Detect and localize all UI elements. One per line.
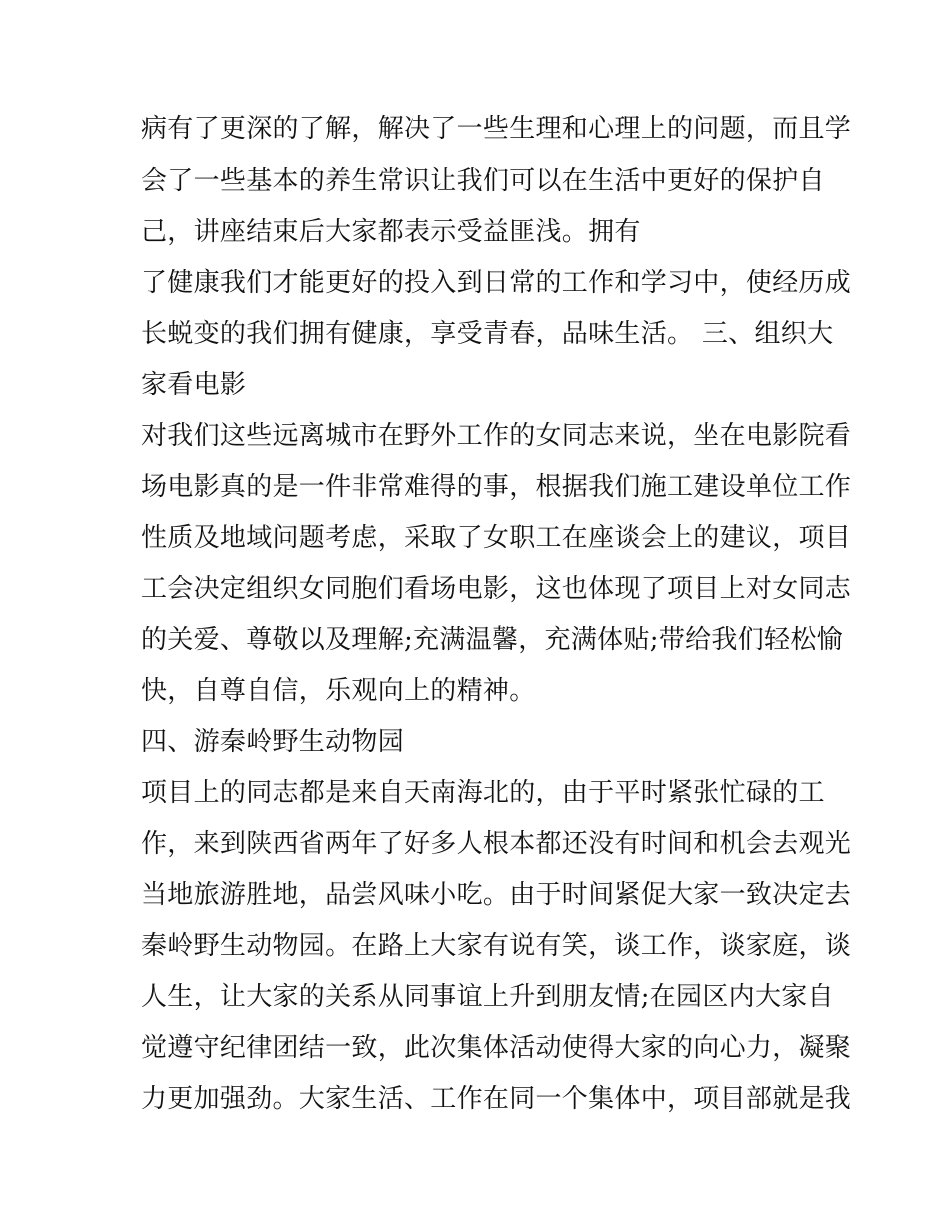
text-line: 项目上的同志都是来自天南海北的，由于平时紧张忙碌的工	[141, 778, 825, 808]
text-line: 工会决定组织女同胞们看场电影，这也体现了项目上对女同志	[141, 574, 852, 604]
text-line: 己，讲座结束后大家都表示受益匪浅。拥有	[141, 217, 641, 247]
text-line: 秦岭野生动物园。在路上大家有说有笑，谈工作，谈家庭，谈	[141, 931, 852, 961]
text-line: 力更加强劲。大家生活、工作在同一个集体中，项目部就是我	[141, 1084, 852, 1114]
section-heading: 家看电影	[141, 370, 247, 400]
text-line: 病有了更深的了解，解决了一些生理和心理上的问题，而且学	[141, 114, 852, 144]
text-line: 觉遵守纪律团结一致，此次集体活动使得大家的向心力，凝聚	[141, 1033, 852, 1063]
text-line: 会了一些基本的养生常识让我们可以在生活中更好的保护自	[141, 166, 825, 196]
text-line: 快，自尊自信，乐观向上的精神。	[141, 676, 536, 706]
text-line: 了健康我们才能更好的投入到日常的工作和学习中，使经历成	[141, 268, 852, 298]
text-line: 长蜕变的我们拥有健康，享受青春，品味生活。 三、组织大	[141, 319, 834, 349]
text-line: 当地旅游胜地，品尝风味小吃。由于时间紧促大家一致决定去	[141, 880, 852, 910]
text-line: 作，来到陕西省两年了好多人根本都还没有时间和机会去观光	[141, 829, 852, 859]
text-line: 场电影真的是一件非常难得的事，根据我们施工建设单位工作	[141, 472, 852, 502]
text-line: 对我们这些远离城市在野外工作的女同志来说，坐在电影院看	[141, 421, 852, 451]
text-line: 性质及地域问题考虑，采取了女职工在座谈会上的建议，项目	[141, 523, 852, 553]
text-line: 人生，让大家的关系从同事谊上升到朋友情;在园区内大家自	[141, 982, 834, 1012]
section-heading: 四、游秦岭野生动物园	[141, 727, 405, 757]
text-line: 的关爱、尊敬以及理解;充满温馨，充满体贴;带给我们轻松愉	[141, 625, 843, 655]
